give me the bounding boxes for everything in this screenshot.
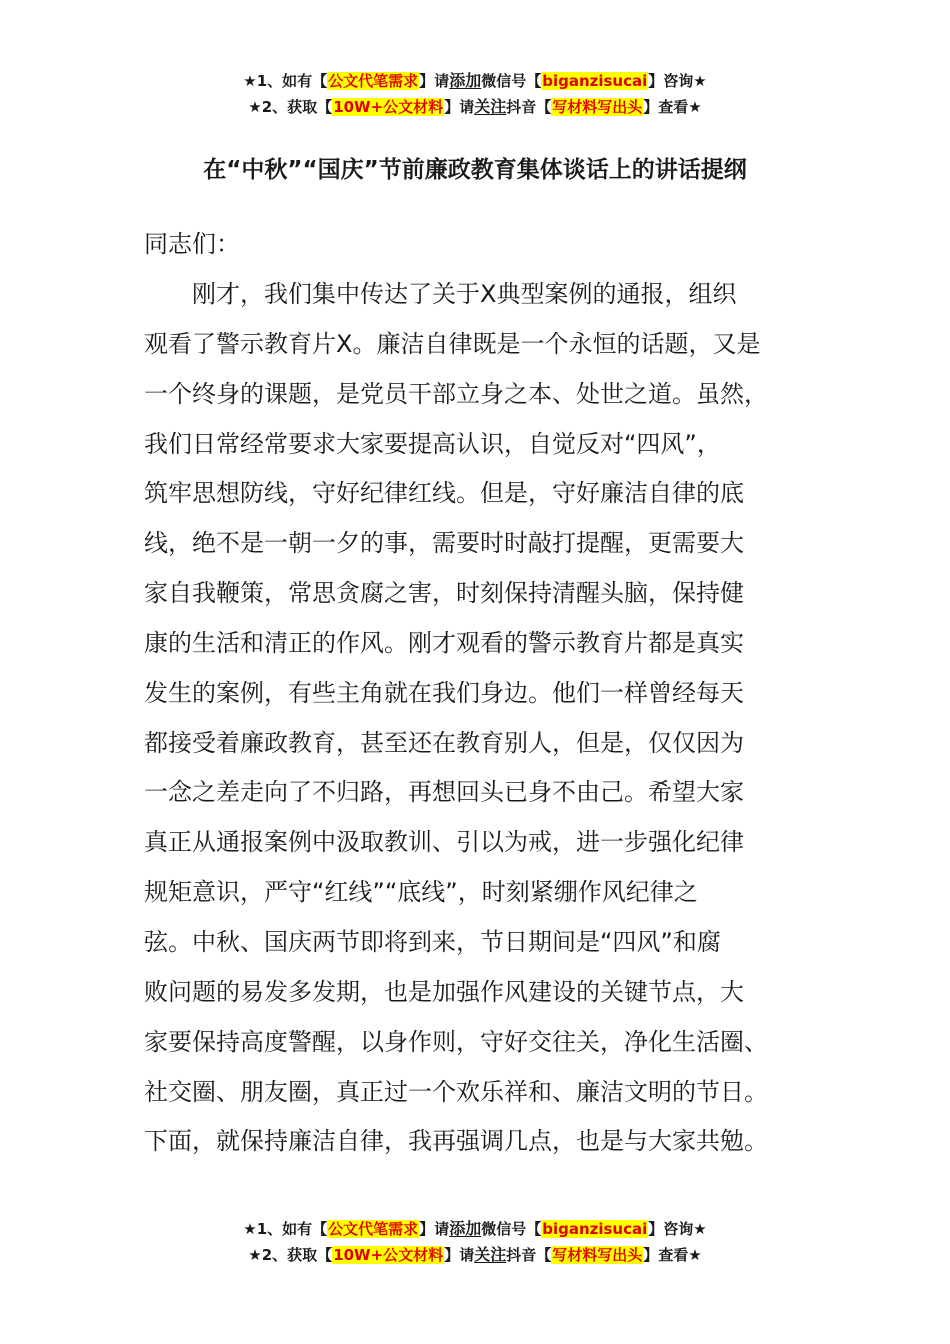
banner-highlight: 写材料写出头: [552, 98, 643, 116]
banner-text: 】请: [444, 98, 475, 116]
banner-line-2: [0, 94, 950, 120]
banner-text: 】请: [444, 1246, 475, 1264]
banner-highlight: 公文代笔需求: [328, 1220, 419, 1238]
body-line: 筑牢思想防线，守好纪律红线。但是，守好廉洁自律的底: [144, 479, 744, 508]
banner-text: 微信号【: [481, 72, 542, 90]
banner-text: 】查看★: [643, 1246, 702, 1264]
banner-text: 抖音【: [506, 1246, 552, 1264]
document-title: 在“中秋”“国庆”节前廉政教育集体谈话上的讲话提纲: [203, 157, 747, 183]
banner-text: 微信号【: [481, 1220, 542, 1238]
banner-text: 】咨询★: [648, 1220, 707, 1238]
banner-highlight: 10W+公文材料: [333, 1246, 444, 1264]
body-line: 真正从通报案例中汲取教训、引以为戒，进一步强化纪律: [144, 828, 744, 857]
body-line: 发生的案例，有些主角就在我们身边。他们一样曾经每天: [144, 678, 744, 707]
body-line: 观看了警示教育片X。廉洁自律既是一个永恒的话题，又是: [144, 329, 761, 358]
body-line: 都接受着廉政教育，甚至还在教育别人，但是，仅仅因为: [144, 728, 744, 757]
banner-text: ★1、如有【: [243, 72, 328, 90]
banner-underline: 添加: [449, 71, 482, 90]
banner-text: 】请: [419, 72, 450, 90]
banner-line-1: [0, 68, 950, 94]
body-line: 一个终身的课题，是党员干部立身之本、处世之道。虽然，: [144, 379, 768, 408]
banner-text: ★1、如有【: [243, 1220, 328, 1238]
body-line: 我们日常经常要求大家要提高认识，自觉反对“四风”，: [144, 429, 721, 458]
banner-text: ★2、获取【: [248, 1246, 333, 1264]
banner-underline: 关注: [474, 97, 507, 116]
banner-highlight: biganzisucai: [542, 72, 648, 90]
header-banner: [0, 68, 950, 120]
banner-line-2: [0, 1242, 950, 1268]
banner-highlight: biganzisucai: [542, 1220, 648, 1238]
body-line: 刚才，我们集中传达了关于X典型案例的通报，组织: [144, 280, 737, 308]
banner-line-1: [0, 1216, 950, 1242]
banner-underline: 关注: [474, 1245, 507, 1264]
banner-text: 】查看★: [643, 98, 702, 116]
body-line: 康的生活和清正的作风。刚才观看的警示教育片都是真实: [144, 628, 744, 657]
body-line: 下面，就保持廉洁自律，我再强调几点，也是与大家共勉。: [144, 1127, 768, 1156]
salutation: 同志们：: [144, 230, 240, 258]
banner-text: 】请: [419, 1220, 450, 1238]
banner-highlight: 公文代笔需求: [328, 72, 419, 90]
footer-banner: [0, 1216, 950, 1268]
body-line: 弦。中秋、国庆两节即将到来，节日期间是“四风”和腐: [144, 927, 721, 956]
body-line: 社交圈、朋友圈，真正过一个欢乐祥和、廉洁文明的节日。: [144, 1077, 768, 1106]
body-line: 线，绝不是一朝一夕的事，需要时时敲打提醒，更需要大: [144, 529, 744, 558]
banner-highlight: 10W+公文材料: [333, 98, 444, 116]
banner-text: ★2、获取【: [248, 98, 333, 116]
banner-underline: 添加: [449, 1219, 482, 1238]
body-line: 家要保持高度警醒，以身作则，守好交往关，净化生活圈、: [144, 1027, 768, 1056]
body-paragraph: [144, 272, 810, 1169]
body-line: 一念之差走向了不归路，再想回头已身不由己。希望大家: [144, 778, 744, 807]
banner-text: 抖音【: [506, 98, 552, 116]
banner-highlight: 写材料写出头: [552, 1246, 643, 1264]
body-line: 规矩意识，严守“红线”“底线”，时刻紧绷作风纪律之: [144, 878, 698, 907]
body-line: 家自我鞭策，常思贪腐之害，时刻保持清醒头脑，保持健: [144, 579, 744, 608]
banner-text: 】咨询★: [648, 72, 707, 90]
body-line: 败问题的易发多发期，也是加强作风建设的关键节点，大: [144, 977, 744, 1006]
